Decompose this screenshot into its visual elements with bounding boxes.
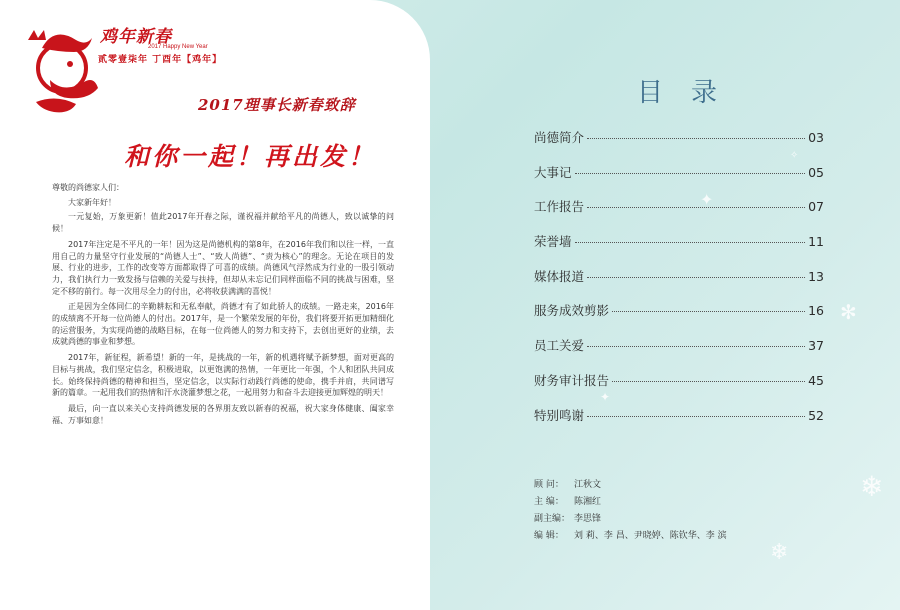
slogan-heading: 和你一起！再出发！ bbox=[124, 142, 377, 171]
rooster-year-text: 贰零壹柒年 丁酉年【鸡年】 bbox=[98, 55, 223, 65]
editorial-credits bbox=[534, 477, 864, 545]
speech-letter bbox=[52, 182, 394, 430]
toc-item-label: 工作报告 bbox=[534, 199, 585, 215]
toc-item-page: 05 bbox=[808, 164, 824, 180]
toc-item-label: 尚德简介 bbox=[534, 130, 585, 145]
toc-item[interactable] bbox=[534, 371, 824, 406]
snowflake-icon: ✻ bbox=[840, 300, 857, 324]
toc-item[interactable] bbox=[534, 267, 824, 302]
toc-leader bbox=[587, 346, 805, 347]
letter-salutation: 尊敬的尚德家人们： bbox=[52, 183, 124, 192]
toc-item-label: 媒体报道 bbox=[534, 268, 585, 284]
toc-item[interactable] bbox=[534, 128, 824, 163]
toc-item-label: 荣誉墙 bbox=[534, 234, 572, 250]
letter-paragraph: 2017年，新征程，新希望！新的一年，是挑战的一年，新的机遇将赋予新梦想，面对更高的目标与挑战，我们坚定信念，积极进取，以更饱满的热情，一年更比一年强，个人和团队共同成长。始终保持尚德的精神和担当，坚定信念，以实际行动践行尚德的使命，携手并肩，共同谱写新的篇章。一起用我们的热情和汗水浇灌梦想之花，一起用努力和奋斗去迎接更加辉煌的明天！ bbox=[52, 353, 394, 398]
letter-greeting: 大家新年好！ bbox=[68, 197, 116, 207]
toc-item[interactable] bbox=[534, 336, 824, 371]
credit-role: 顾 问： bbox=[534, 480, 564, 490]
toc-item-page: 11 bbox=[808, 234, 824, 250]
toc-item-page: 16 bbox=[808, 303, 824, 319]
credit-row bbox=[534, 477, 864, 494]
credit-role: 主 编： bbox=[534, 497, 564, 507]
rooster-english-text: 2017 Happy New Year bbox=[148, 44, 208, 50]
letter-paragraph: 正是因为全体同仁的辛勤耕耘和无私奉献，尚德才有了如此骄人的成绩。一路走来，2016年的成绩离不开每一位尚德人的付出。2017年，是一个繁荣发展的年份，我们将要开拓更加精细化的运营服务，为实现尚德的战略目标，在每一位尚德人的努力和支持下，去创出更好的业绩，去成就尚德的事业和梦想。 bbox=[52, 302, 394, 347]
toc-item[interactable] bbox=[534, 163, 824, 198]
toc-leader bbox=[612, 311, 805, 312]
letter-paragraph: 一元复始，万象更新！值此2017年开春之际，谨祝福并献给平凡的尚德人，致以诚挚的问候！ bbox=[52, 212, 394, 234]
snowflake-icon: ❄ bbox=[770, 540, 789, 565]
toc-item-page: 03 bbox=[808, 130, 824, 145]
rooster-logo-icon bbox=[22, 18, 112, 118]
toc-leader bbox=[575, 242, 806, 243]
credit-row bbox=[534, 528, 864, 545]
table-of-contents bbox=[534, 128, 824, 440]
toc-item-label: 财务审计报告 bbox=[534, 372, 610, 388]
toc-leader bbox=[612, 381, 805, 382]
toc-leader bbox=[587, 416, 805, 417]
toc-item-page: 52 bbox=[808, 407, 824, 423]
toc-item[interactable] bbox=[534, 406, 824, 441]
credit-role: 副主编： bbox=[534, 514, 571, 524]
rooster-title: 鸡年新春 bbox=[100, 27, 172, 47]
toc-item-page: 45 bbox=[808, 372, 824, 388]
toc-leader bbox=[575, 173, 806, 174]
toc-item[interactable] bbox=[534, 232, 824, 267]
toc-item[interactable] bbox=[534, 301, 824, 336]
credit-names: 江秋文 bbox=[574, 480, 602, 490]
toc-item-label: 特别鸣谢 bbox=[534, 407, 585, 423]
snowflake-icon: ✦ bbox=[600, 390, 611, 404]
credit-names: 刘 莉、李 昌、尹晓婷、陈钦华、李 滨 bbox=[574, 531, 727, 541]
snowflake-icon: ❄ bbox=[860, 470, 884, 503]
toc-item-page: 07 bbox=[808, 199, 824, 215]
toc-item-label: 服务成效剪影 bbox=[534, 303, 610, 319]
letter-paragraph: 最后，向一直以来关心支持尚德发展的各界朋友致以新春的祝福，祝大家身体健康、阖家幸福、万事如意！ bbox=[52, 403, 394, 425]
speech-page bbox=[0, 0, 430, 610]
credit-row bbox=[534, 511, 864, 528]
toc-leader bbox=[587, 138, 805, 139]
credit-role: 编 辑： bbox=[534, 531, 564, 541]
credit-names: 李思锋 bbox=[574, 514, 602, 524]
snowflake-icon: ✧ bbox=[790, 150, 799, 161]
toc-item-page: 13 bbox=[808, 268, 824, 284]
toc-title: 目录 bbox=[637, 78, 746, 108]
toc-item[interactable] bbox=[534, 197, 824, 232]
toc-item-page: 37 bbox=[808, 338, 824, 354]
toc-leader bbox=[587, 207, 805, 208]
toc-item-label: 大事记 bbox=[534, 164, 572, 180]
letter-paragraph: 2017年注定是不平凡的一年！因为这是尚德机构的第8年，在2016年我们和以往一样，一直用自己的力量坚守行业发展的“尚德人士”、“致人尚德”、“责为核心”的理念。无论在项目的发展、行业的进步，工作的改变等方面都取得了可喜的成绩。尚德风气浮然成为行业的一股引领动力，我们执行力一致发扬与信赖的关爱与扶持，但却从未忘记们同样面临不同的挑战与困难，坚定不移的前行。每一次用尽全力的付出，必将收获满满的喜悦！ bbox=[52, 239, 394, 296]
snowflake-icon: ✦ bbox=[700, 190, 714, 209]
speech-title: 2017理事长新春致辞 bbox=[198, 96, 356, 114]
toc-leader bbox=[587, 277, 805, 278]
credit-names: 陈湘红 bbox=[574, 497, 602, 507]
credit-row bbox=[534, 494, 864, 511]
toc-item-label: 员工关爱 bbox=[534, 338, 585, 354]
